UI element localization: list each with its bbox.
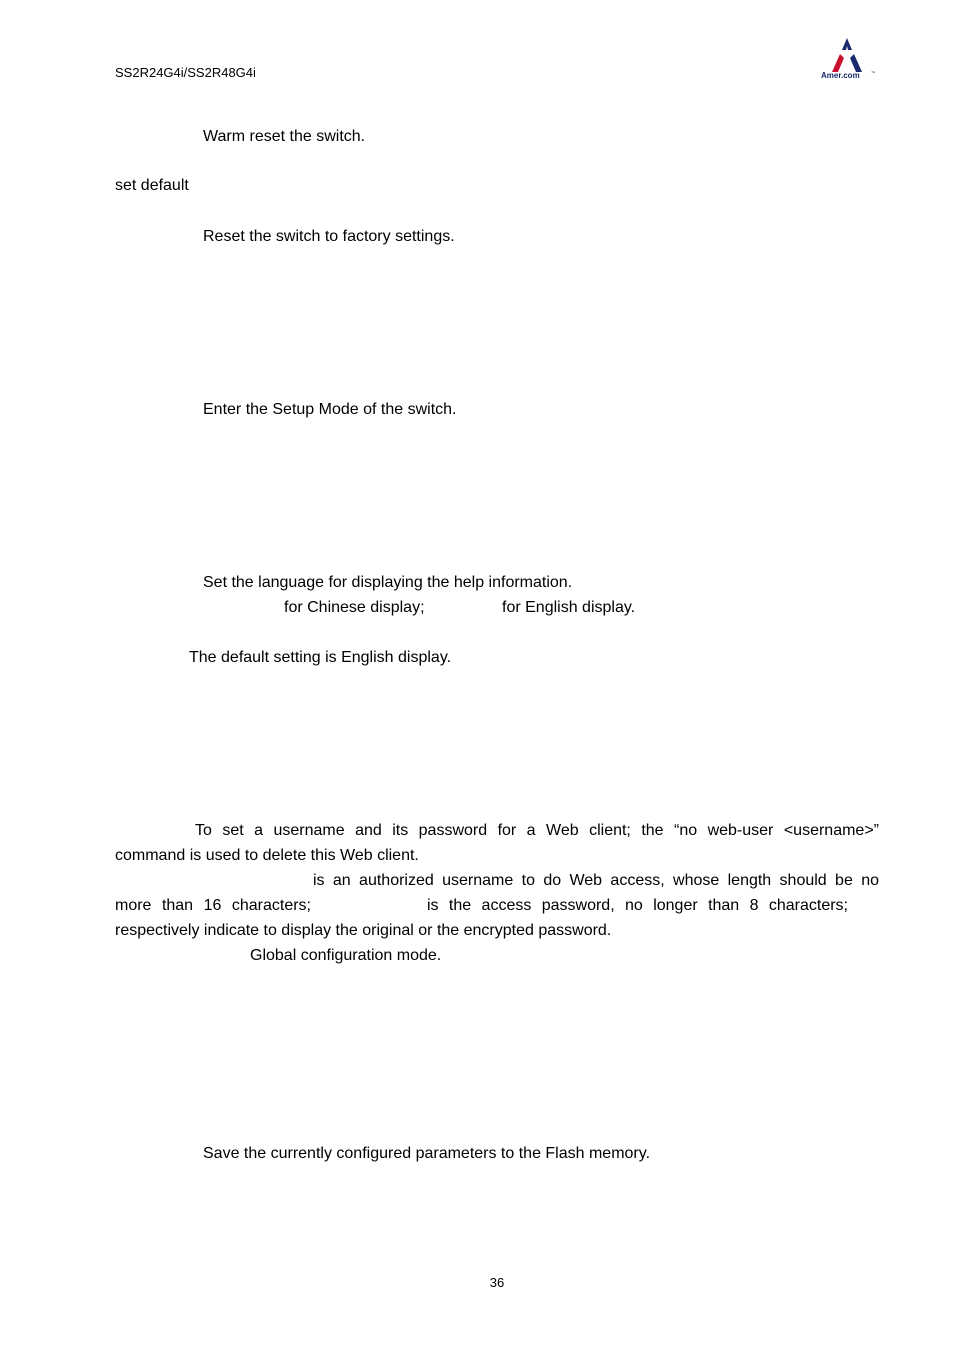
write-description: Save the currently configured parameters to the Flash memory. [203,1145,651,1162]
logo-trademark: ™ [871,70,875,75]
web-user-length-note: more than 16 characters; [115,897,311,914]
web-user-description-line-2: command is used to delete this Web client. [115,847,419,864]
set-default-command: set default [115,177,189,194]
web-user-description-line-1: To set a username and its password for a Web client; the “no web-user <username>” [195,822,879,839]
setup-description: Enter the Setup Mode of the switch. [203,401,457,418]
language-chinese-note: for Chinese display; [284,599,425,616]
set-default-description: Reset the switch to factory settings. [203,228,455,245]
language-english-note: for English display. [502,599,636,616]
language-default-note: The default setting is English display. [189,649,452,666]
web-user-display-note: respectively indicate to display the original or the encrypted password. [115,922,612,939]
amer-logo [818,36,878,82]
language-description: Set the language for displaying the help information. [203,574,573,591]
web-user-password-param: is the access password, no longer than 8 characters; [427,897,848,914]
web-user-username-param: is an authorized username to do Web access, whose length should be no [313,872,879,889]
amer-logo-graphic [818,36,878,82]
logo-wordmark: Amer.com [821,71,860,80]
web-user-command-mode: Global configuration mode. [250,947,442,964]
page-number: 36 [489,1275,505,1290]
reload-description: Warm reset the switch. [203,128,366,145]
header-model-name: SS2R24G4i/SS2R48G4i [115,65,256,80]
